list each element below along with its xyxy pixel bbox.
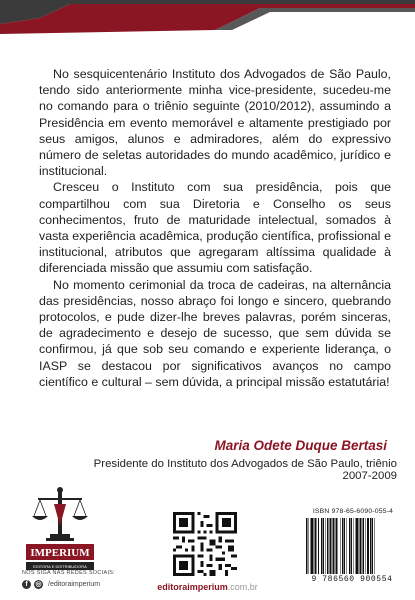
- barcode-bar: [306, 518, 308, 574]
- social-handle: /editoraimperium: [48, 581, 101, 588]
- paragraph-2: Cresceu o Instituto com sua presidência, pois que compartilhou com sua Diretoria e Conselho os seus conhecimentos, fruto de maturidade intelectual, somados à vasta experiência acadêmica, produção científica, profissional e institucional, atributos que agregaram altíssima qualidade à diferenciada missão que assumiu com satisfação.: [39, 180, 391, 276]
- author-name: Maria Odete Duque Bertasi: [214, 438, 387, 453]
- barcode-bar: [314, 518, 315, 574]
- top-decorative-band: [0, 0, 415, 38]
- publisher-logo: [24, 482, 96, 576]
- barcode-bar: [360, 518, 362, 574]
- barcode-bar: [349, 518, 351, 574]
- barcode-bar: [372, 518, 373, 574]
- barcode-bar: [351, 518, 352, 574]
- qr-code-graphic: [173, 512, 237, 576]
- scales-of-justice-icon: [24, 482, 96, 576]
- barcode-bar: [321, 518, 322, 574]
- isbn-label: ISBN 978-65-6090-055-4: [312, 508, 394, 515]
- logo-name: IMPERIUM: [30, 547, 90, 559]
- paragraph-3: No momento cerimonial da troca de cadeiras, na alternância das presidências, nosso abraço foi longo e sincero, quebrando protocolos, e pude dizer-lhe breves palavras, porém sinceras, de agradecimento e desejo de sucesso, que sem dúvida se confirmou, já que sob seu comando e experiente liderança, o IASP se destacou por significativos avanços no campo científico e cultural – sem dúvida, a principal missão estatutária!: [39, 277, 391, 389]
- paragraph-1: No sesquicentenário Instituto dos Advogados de São Paulo, tendo sido anteriormente minha vice-presidente, sucedeu-me no comando para o triênio seguinte (2010/2012), assumindo a Presidência em evento memorável e altamente prestigiado por seus amigos, alunos e admiradores, além do expressivo número de seletas autoridades do mundo acadêmico, jurídico e institucional.: [39, 67, 391, 179]
- barcode-bar: [332, 518, 334, 574]
- barcode-bar: [336, 518, 338, 574]
- barcode-bar: [353, 518, 354, 574]
- barcode-bar: [329, 518, 331, 574]
- facebook-icon[interactable]: f: [22, 580, 31, 589]
- publisher-website[interactable]: [0, 582, 415, 592]
- barcode-bar: [362, 518, 364, 574]
- site-suffix: .com.br: [227, 582, 258, 592]
- barcode-bar: [370, 518, 372, 574]
- barcode-bar: [318, 518, 319, 574]
- logo-tagline: EDITORA E DISTRIBUIDORA: [33, 564, 87, 569]
- instagram-icon[interactable]: ◎: [35, 581, 42, 588]
- back-cover-text: [39, 66, 391, 390]
- barcode-bar: [344, 518, 346, 574]
- barcode-bar: [323, 518, 325, 574]
- barcode-bar: [359, 518, 360, 574]
- barcode-bar: [308, 518, 309, 574]
- barcode-bar: [374, 518, 375, 574]
- isbn-digits: 9 786560 900554: [311, 575, 393, 584]
- barcode-bar: [335, 518, 336, 574]
- barcode-bar: [315, 518, 317, 574]
- site-main: editoraimperium: [157, 582, 228, 592]
- top-band-shape: [0, 0, 415, 38]
- barcode-bar: [346, 518, 347, 574]
- barcode-graphic: [304, 518, 402, 574]
- barcode-bar: [356, 518, 358, 574]
- barcode-bar: [342, 518, 343, 574]
- barcode-bar: [311, 518, 313, 574]
- barcode-bar: [325, 518, 326, 574]
- follow-text: NOS SIGA NAS REDES SOCIAIS:: [22, 570, 116, 576]
- barcode-bar: [367, 518, 369, 574]
- barcode-bar: [327, 518, 329, 574]
- qr-code: [173, 512, 237, 576]
- barcode-bar: [365, 518, 366, 574]
- isbn-barcode: [304, 518, 402, 574]
- barcode-bar: [340, 518, 341, 574]
- author-role: Presidente do Instituto dos Advogados de São Paulo, triênio 2007-2009: [93, 458, 397, 482]
